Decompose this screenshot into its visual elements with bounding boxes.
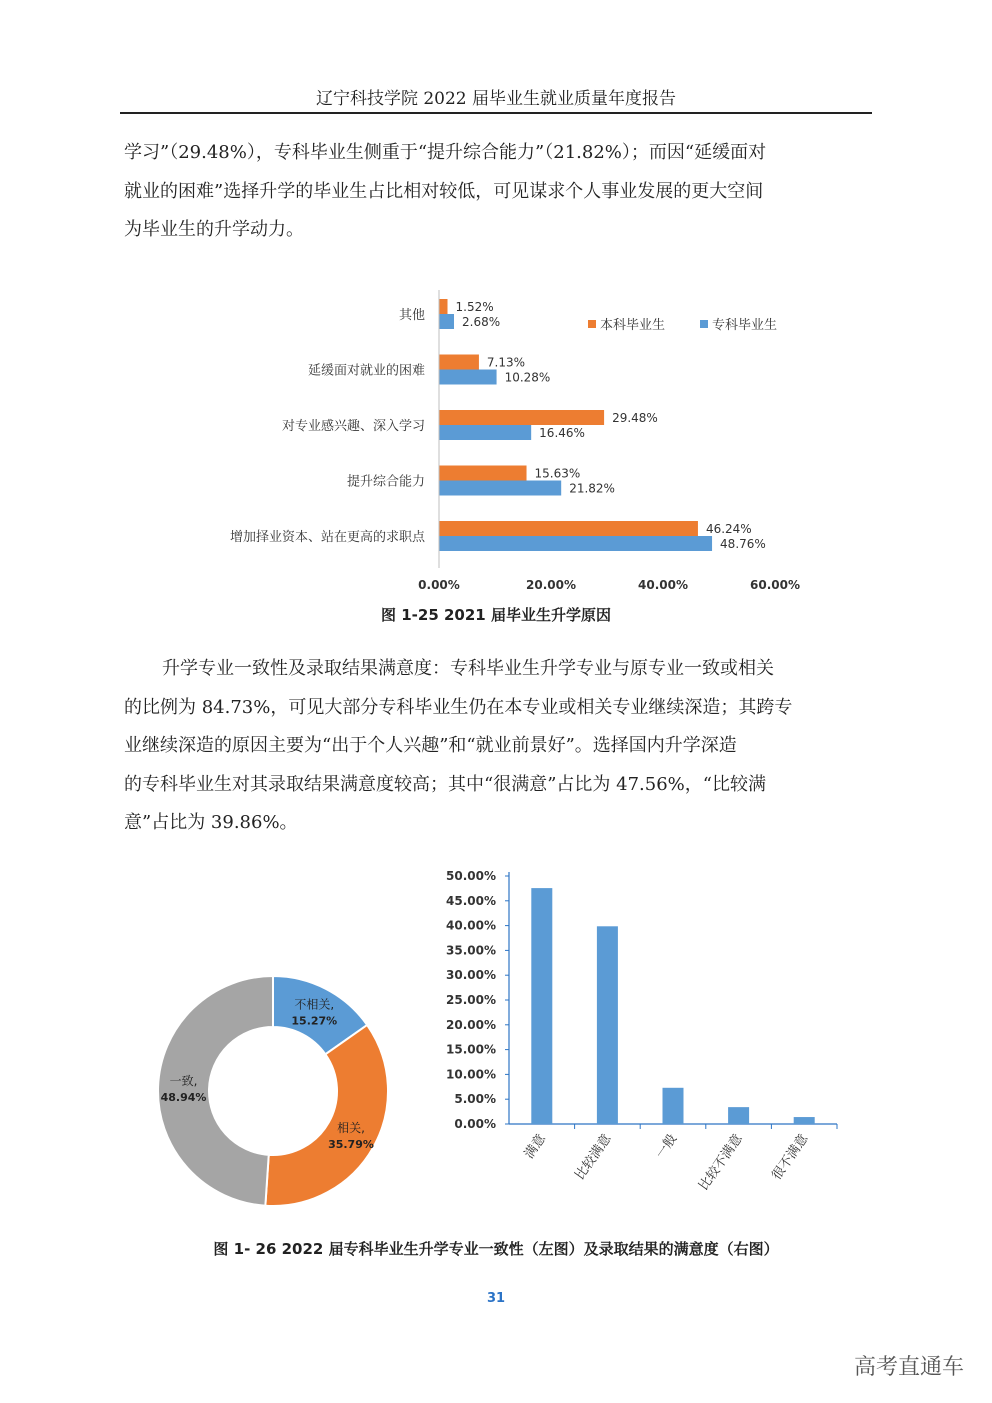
paragraph-line: 学习”（29.48%），专科毕业生侧重于“提升综合能力”（21.82%）；而因“延缓面对 <box>124 142 767 163</box>
bar-college <box>439 370 497 385</box>
figure-1-caption: 图 1-25 2021 届毕业生升学原因 <box>381 606 611 624</box>
paragraph-line: 为毕业生的升学动力。 <box>124 219 304 240</box>
page-number: 31 <box>486 1291 506 1306</box>
legend-swatch <box>588 320 596 328</box>
chart-major-consistency-donut <box>140 960 410 1220</box>
bar-undergrad <box>439 521 698 536</box>
bar-undergrad <box>439 299 448 314</box>
bar-undergrad <box>439 466 527 481</box>
category-label: 延缓面对就业的困难 <box>307 363 425 379</box>
bar-college <box>439 481 561 496</box>
bar-college <box>439 314 454 329</box>
chart-admission-satisfaction <box>430 860 860 1200</box>
legend-label: 专科毕业生 <box>712 318 778 333</box>
paragraph-line: 的比例为 84.73%，可见大部分专科毕业生仍在本专业或相关专业继续深造；其跨专 <box>124 696 793 718</box>
paragraph-line: 就业的困难”选择升学的毕业生占比相对较低，可见谋求个人事业发展的更大空间 <box>124 180 764 202</box>
data-label: 7.13% <box>486 355 526 370</box>
y-tick-label: 10.00% <box>446 1067 496 1082</box>
data-label: 21.82% <box>569 481 615 496</box>
bar <box>531 888 552 1124</box>
y-tick-label: 20.00% <box>446 1017 496 1032</box>
bar-undergrad <box>439 355 479 370</box>
slice-value-label: 48.94% <box>160 1091 207 1105</box>
paragraph-2 <box>124 650 852 843</box>
category-label: 其他 <box>398 308 425 323</box>
header-rule <box>120 112 872 114</box>
figure-2-caption: 图 1- 26 2022 届专科毕业生升学专业一致性（左图）及录取结果的满意度（右图） <box>213 1240 779 1258</box>
y-tick-label: 35.00% <box>446 943 496 958</box>
category-label: 增加择业资本、站在更高的求职点 <box>229 530 425 545</box>
x-tick-label: 60.00% <box>750 578 800 592</box>
slice-label: 一致, <box>169 1074 198 1089</box>
watermark: 高考直通车 <box>853 1355 964 1380</box>
y-tick-label: 15.00% <box>446 1042 496 1057</box>
chart-upgrade-reasons <box>120 285 840 595</box>
data-label: 10.28% <box>504 370 551 385</box>
data-label: 2.68% <box>462 315 501 329</box>
x-tick-label: 比较不满意 <box>696 1131 746 1194</box>
legend-label: 本科毕业生 <box>600 318 666 333</box>
data-label: 46.24% <box>705 522 752 536</box>
y-tick-label: 0.00% <box>454 1117 496 1131</box>
paragraph-line: 的专科毕业生对其录取结果满意度较高；其中“很满意”占比为 47.56%，“比较满 <box>124 773 766 795</box>
x-tick-label: 比较满意 <box>572 1131 615 1183</box>
paragraph-line: 升学专业一致性及录取结果满意度：专科毕业生升学专业与原专业一致或相关 <box>162 658 774 679</box>
x-tick-label: 一般 <box>653 1131 681 1162</box>
x-tick-label: 满意 <box>521 1131 550 1162</box>
paragraph-1 <box>124 134 852 250</box>
category-label: 提升综合能力 <box>346 474 425 490</box>
slice-label: 相关, <box>337 1120 365 1135</box>
paragraph-line: 业继续深造的原因主要为“出于个人兴趣”和“就业前景好”。选择国内升学深造 <box>124 735 737 756</box>
x-tick-label: 很不满意 <box>769 1131 812 1183</box>
legend-swatch <box>700 320 708 328</box>
bar-undergrad <box>439 410 604 425</box>
bar-college <box>439 425 531 440</box>
bar <box>663 1088 684 1124</box>
data-label: 48.76% <box>720 537 766 551</box>
x-tick-label: 40.00% <box>638 578 688 592</box>
data-label: 15.63% <box>534 466 581 481</box>
paragraph-line: 意”占比为 39.86%。 <box>124 812 298 833</box>
y-tick-label: 50.00% <box>446 869 496 883</box>
y-tick-label: 25.00% <box>446 993 496 1007</box>
data-label: 1.52% <box>455 300 494 314</box>
bar-college <box>439 536 712 551</box>
data-label: 16.46% <box>539 426 585 440</box>
slice-value-label: 35.79% <box>328 1137 374 1151</box>
x-tick-label: 0.00% <box>418 578 460 592</box>
bar <box>597 926 618 1124</box>
y-tick-label: 40.00% <box>446 918 496 933</box>
bar <box>728 1107 749 1124</box>
slice-value-label: 15.27% <box>291 1014 338 1028</box>
slice-label: 不相关, <box>294 997 335 1012</box>
data-label: 29.48% <box>612 411 658 425</box>
category-label: 对专业感兴趣、深入学习 <box>281 419 425 434</box>
x-tick-label: 20.00% <box>526 578 576 592</box>
y-tick-label: 45.00% <box>446 893 496 908</box>
y-tick-label: 30.00% <box>446 968 496 983</box>
bar <box>794 1117 815 1124</box>
page-header-title: 辽宁科技学院 2022 届毕业生就业质量年度报告 <box>315 89 677 109</box>
y-tick-label: 5.00% <box>454 1092 496 1107</box>
